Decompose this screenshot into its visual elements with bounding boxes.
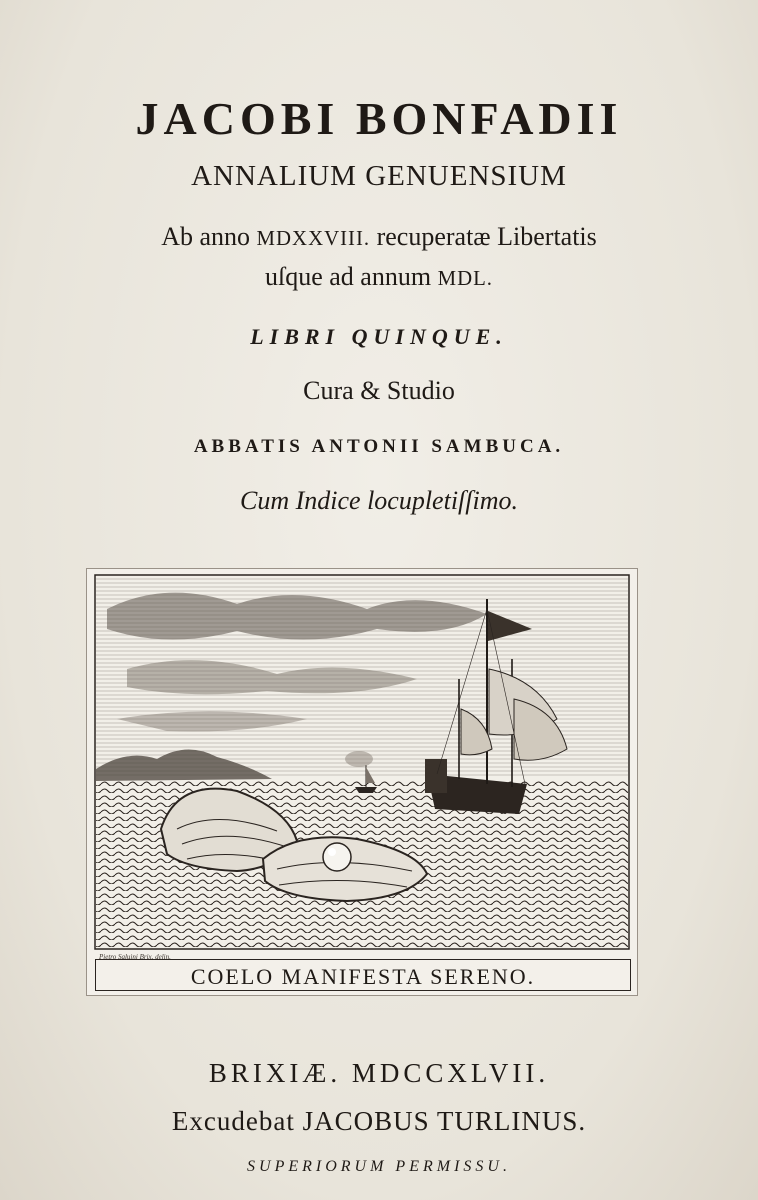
- scope-text-a: Ab anno: [161, 222, 257, 251]
- imprint-printer: Excudebat JACOBUS TURLINUS.: [171, 1106, 587, 1136]
- imprint-permission: SUPERIORUM PERMISSU.: [247, 1158, 511, 1175]
- editor-name: ABBATIS ANTONII SAMBUCA.: [193, 436, 565, 457]
- end-year: MDL.: [437, 267, 493, 290]
- editor-prefix: Cura & Studio: [303, 376, 455, 405]
- artist-credit: Pietro Saluini Brix. delin.: [99, 953, 171, 961]
- scope-line-2: [0, 262, 758, 292]
- plate-motto: COELO MANIFESTA SERENO.: [190, 964, 536, 989]
- start-year: MDXXVIII.: [256, 227, 371, 250]
- engraved-vignette: [86, 568, 638, 996]
- books-count: LIBRI QUINQUE.: [250, 324, 508, 349]
- imprint-place-date: BRIXIÆ. MDCCXLVII.: [208, 1058, 550, 1088]
- author-name: JACOBI BONFADII: [135, 93, 623, 144]
- scope-text-c: uſque ad annum: [265, 262, 438, 291]
- motto-frame: [95, 959, 631, 991]
- scope-line-1: [0, 222, 758, 252]
- index-note: Cum Indice locupletiſſimo.: [239, 486, 518, 515]
- work-title: ANNALIUM GENUENSIUM: [191, 160, 567, 192]
- scope-text-b: recuperatæ Libertatis: [370, 222, 597, 251]
- vignette-engraving-image: [87, 569, 637, 953]
